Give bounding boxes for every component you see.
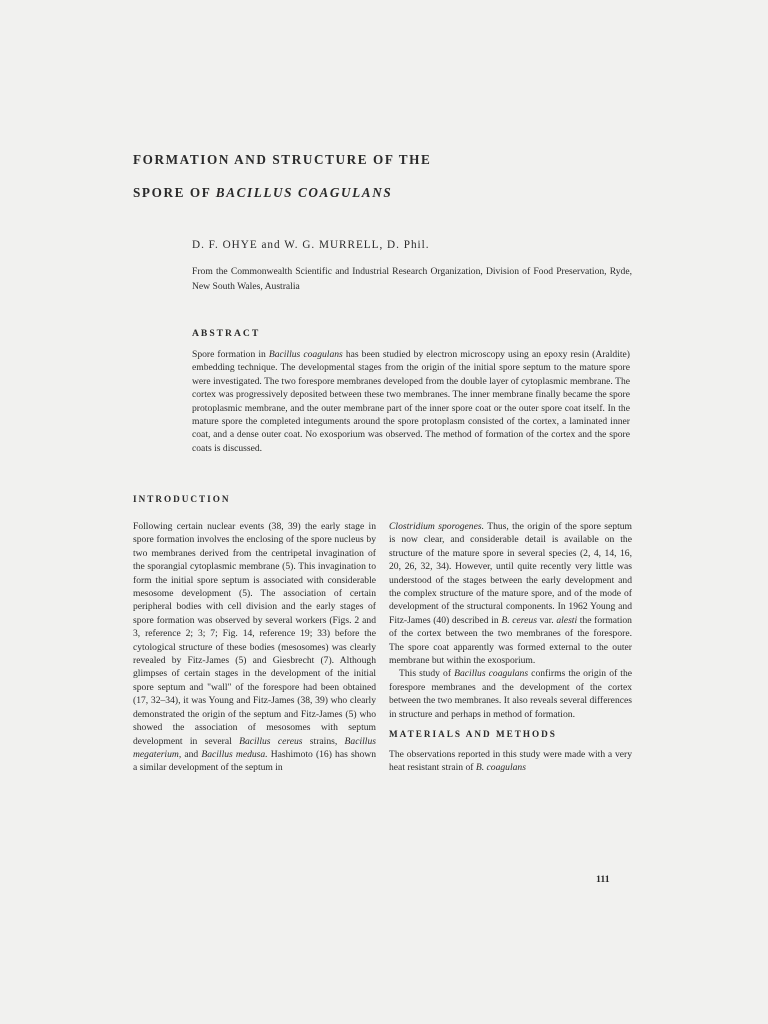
intro-paragraph-2	[389, 667, 632, 721]
title-line-1: FORMATION AND STRUCTURE OF THE	[133, 152, 432, 167]
abstract-heading: ABSTRACT	[192, 328, 261, 339]
intro-text: the formation of the cortex between the two membranes of the forespore. The spore coat apparently was formed external to the outer membrane but within the exosporium.	[389, 614, 632, 667]
organism-name: Bacillus medusa.	[201, 748, 268, 760]
page-number: 111	[596, 874, 610, 885]
intro-text: Thus, the origin of the spore septum is now clear, and considerable detail is available on the structure of the mature spore in several species (2, 4, 14, 16, 20, 26, 32, 34). However, until quite recently very little was understood of the stages between the early development and the complex structure of the mature spore, and of the mode of development of the structural components. In 1962 Young and Fitz-James (40) described in	[389, 521, 632, 626]
intro-text: Following certain nuclear events (38, 39) the early stage in spore formation involves the enclosing of the spore nucleus by two membranes derived from the centripetal invagination of the sporangial cytoplasmic membrane (5). This invagination to form the initial spore septum is associated with considerable mesosome development (5). The association of certain peripheral bodies with cell division and the early stages of spore formation was observed by several workers (Figs. 2 and 3, reference 2; 3; 7; Fig. 14, reference 19; 33) before the cytological structure of these bodies (mesosomes) was clearly revealed by Fitz-James (5) and Giesbrecht (7). Although glimpses of certain stages in the development of the initial spore septum and "wall" of the forespore had been obtained (17, 32–34), it was Young and Fitz-James (38, 39) who clearly demonstrated the origin of the septum and Fitz-James (5) who showed the association of mesosomes with septum development in several	[133, 521, 376, 747]
column-right	[389, 520, 632, 774]
introduction-heading: INTRODUCTION	[133, 494, 231, 504]
intro-text: confirms the origin of the forespore membranes and the development of the cortex between the two membranes. It also reveals several differences in structure and perhaps in method of formation.	[389, 668, 632, 720]
methods-heading: MATERIALS AND METHODS	[389, 729, 557, 740]
organism-name: B. coagulans	[475, 761, 526, 773]
organism-name: Bacillus coagulans	[454, 668, 529, 680]
intro-text: Hashimoto (16) has shown a similar development of the septum in	[133, 748, 376, 774]
abstract-text-before: Spore formation in	[192, 349, 269, 360]
title-line-2	[133, 185, 392, 201]
abstract-text-after: has been studied by electron microscopy using an epoxy resin (Araldite) embedding technique. The developmental stages from the origin of the initial spore septum to the mature spore were investigated. The two forespore membranes developed from the double layer of cytoplasmic membrane. The cortex was progressively deposited between these two membranes. The inner membrane finally became the spore protoplasmic membrane, and the outer membrane part of the inner spore coat or the outer spore coat itself. In the mature spore the completed integuments around the spore protoplasm consisted of the cortex, a laminated inner coat, and a dense outer coat. No exosporium was observed. The method of formation of the cortex and the spore coats is discussed.	[192, 349, 630, 454]
authors: D. F. OHYE and W. G. MURRELL, D. Phil.	[192, 239, 430, 251]
organism-name: Clostridium sporogenes.	[389, 521, 484, 532]
intro-paragraph-1-part-1	[133, 520, 376, 775]
intro-text: var.	[536, 614, 557, 626]
abstract-body	[192, 348, 630, 455]
title-organism: BACILLUS COAGULANS	[215, 185, 393, 200]
intro-paragraph-1-part-2	[389, 520, 632, 667]
affiliation: From the Commonwealth Scientific and Industrial Research Organization, Division of Food Preservation, Ryde, New South Wales, Australia	[192, 266, 632, 292]
title-line-2-prefix: SPORE OF	[133, 185, 216, 200]
organism-name: Bacillus megaterium,	[133, 735, 376, 760]
column-left	[133, 520, 376, 775]
abstract-organism: Bacillus coagulans	[268, 349, 343, 360]
methods-text: The observations reported in this study were made with a very heat resistant strain of	[389, 748, 632, 773]
methods-paragraph	[389, 748, 632, 775]
organism-name: B. cereus	[501, 614, 537, 626]
organism-variety: alesti	[556, 614, 578, 626]
intro-text: strains,	[302, 735, 345, 747]
intro-text: This study of	[399, 668, 455, 680]
intro-text: and	[181, 748, 202, 760]
organism-name: Bacillus cereus	[239, 735, 303, 747]
